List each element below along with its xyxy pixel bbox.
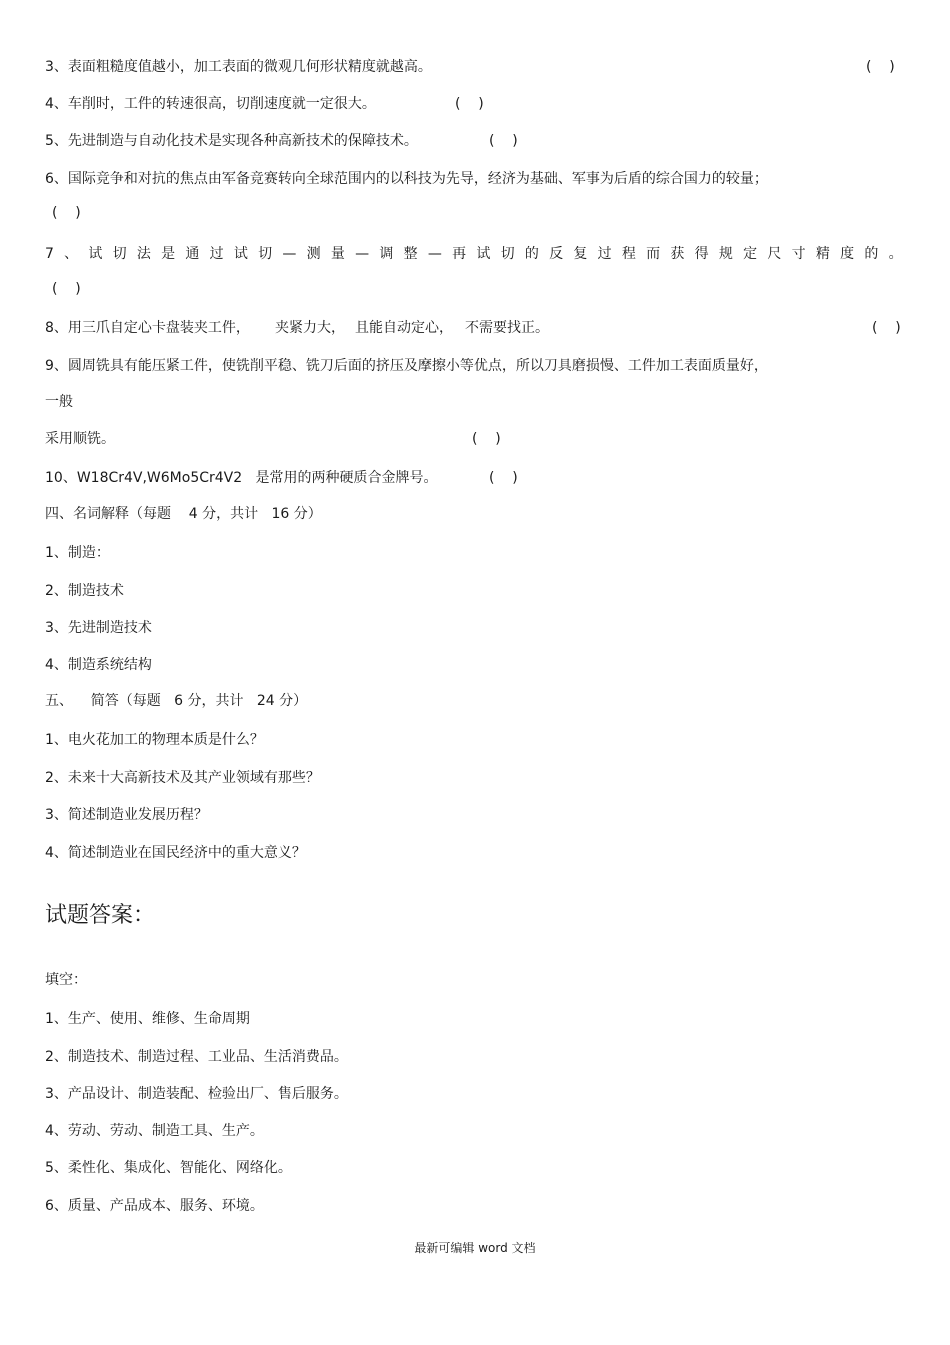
judge-q7-char: 过 (597, 246, 612, 262)
short-answer-item: 2、未来十大高新技术及其产业领域有那些？ (45, 770, 320, 786)
judge-q7-char: 而 (646, 246, 661, 262)
judge-q7-char: 过 (209, 246, 224, 262)
judge-q7-char: 精 (815, 246, 830, 262)
judge-q6: 6、国际竞争和对抗的焦点由军备竞赛转向全球范围内的以科技为先导，经济为基础、军事为后盾的综合国力的较量； (45, 171, 768, 187)
judge-q7-char: 规 (718, 246, 733, 262)
answer-item: 2、制造技术、制造过程、工业品、生活消费品。 (45, 1049, 348, 1065)
answer-item: 6、质量、产品成本、服务、环境。 (45, 1198, 264, 1214)
judge-q7-char: 的 (524, 246, 539, 262)
judge-q9-line1: 9、圆周铣具有能压紧工件，使铣削平稳、铣刀后面的挤压及摩擦小等优点，所以刀具磨损慢、工件加工表面质量好， (45, 358, 768, 374)
answer-item: 5、柔性化、集成化、智能化、网络化。 (45, 1160, 292, 1176)
judge-q7-char: 量 (330, 246, 345, 262)
judge-q7-char: 寸 (791, 246, 806, 262)
short-answer-item: 4、简述制造业在国民经济中的重大意义？ (45, 845, 306, 861)
judge-q3: 3、表面粗糙度值越小，加工表面的微观几何形状精度就越高。 (45, 59, 432, 75)
judge-q8-part4: 不需要找正。 (465, 320, 549, 336)
judge-q7-char: 切 (258, 246, 273, 262)
answer-item: 3、产品设计、制造装配、检验出厂、售后服务。 (45, 1086, 348, 1102)
judge-q7-char: 7 (45, 246, 54, 262)
judge-q7-char: 。 (888, 246, 903, 262)
answer-paren: ( ) (866, 59, 895, 75)
judge-q7-char: 再 (452, 246, 467, 262)
answer-paren: ( ) (489, 470, 518, 486)
judge-q7-char: 的 (864, 246, 879, 262)
judge-q7-char: 程 (621, 246, 636, 262)
judge-q7-char: 切 (112, 246, 127, 262)
judge-q8-part3: 且能自动定心， (355, 320, 453, 336)
answer-paren: ( ) (52, 281, 81, 297)
judge-q7-char: 是 (161, 246, 176, 262)
judge-q7-char: 定 (743, 246, 758, 262)
answer-paren: ( ) (872, 320, 901, 336)
judge-q7-char: 通 (185, 246, 200, 262)
judge-q8-part2: 夹紧力大， (275, 320, 345, 336)
judge-q5: 5、先进制造与自动化技术是实现各种高新技术的保障技术。 (45, 133, 418, 149)
short-answer-item: 1、电火花加工的物理本质是什么？ (45, 732, 264, 748)
judge-q7-char: 试 (476, 246, 491, 262)
answer-item: 1、生产、使用、维修、生命周期 (45, 1011, 250, 1027)
judge-q7-char: 调 (379, 246, 394, 262)
term-item: 4、制造系统结构 (45, 657, 152, 673)
judge-q8-part1: 8、用三爪自定心卡盘装夹工件， (45, 320, 250, 336)
answer-paren: ( ) (455, 96, 484, 112)
term-item: 2、制造技术 (45, 583, 124, 599)
judge-q9-line2: 一般 (45, 394, 73, 410)
judge-q9-line3: 采用顺铣。 (45, 431, 115, 447)
judge-q7-char: 复 (573, 246, 588, 262)
answer-paren: ( ) (52, 205, 81, 221)
judge-q7-char: — (355, 246, 370, 262)
judge-q7-char: 、 (64, 246, 79, 262)
judge-q7-char: — (427, 246, 442, 262)
judge-q7-char: 法 (136, 246, 151, 262)
answers-title: 试题答案： (45, 903, 156, 928)
judge-q7-char: 得 (694, 246, 709, 262)
judge-q7-char: 试 (233, 246, 248, 262)
judge-q7-char: 测 (306, 246, 321, 262)
page-footer: 最新可编辑 word 文档 (414, 1241, 536, 1255)
answer-item: 4、劳动、劳动、制造工具、生产。 (45, 1123, 264, 1139)
answer-paren: ( ) (472, 431, 501, 447)
judge-q7-char: 试 (88, 246, 103, 262)
short-answer-item: 3、简述制造业发展历程？ (45, 807, 208, 823)
judge-q10: 10、W18Cr4V,W6Mo5Cr4V2 是常用的两种硬质合金牌号。 (45, 470, 438, 486)
answer-paren: ( ) (489, 133, 518, 149)
judge-q7-char: 反 (549, 246, 564, 262)
judge-q4: 4、车削时，工件的转速很高，切削速度就一定很大。 (45, 96, 376, 112)
term-item: 3、先进制造技术 (45, 620, 152, 636)
judge-q7-char: 切 (500, 246, 515, 262)
judge-q7-char: 度 (840, 246, 855, 262)
judge-q7-char: 尺 (767, 246, 782, 262)
section-heading-short-answer: 五、 简答（每题 6 分，共计 24 分） (45, 693, 308, 709)
fill-label: 填空： (45, 972, 87, 988)
judge-q7-char: — (282, 246, 297, 262)
term-item: 1、制造： (45, 545, 110, 561)
judge-q7-char: 整 (403, 246, 418, 262)
judge-q7-char: 获 (670, 246, 685, 262)
judge-q7 (45, 245, 903, 263)
section-heading-terms: 四、名词解释（每题 4 分，共计 16 分） (45, 506, 322, 522)
